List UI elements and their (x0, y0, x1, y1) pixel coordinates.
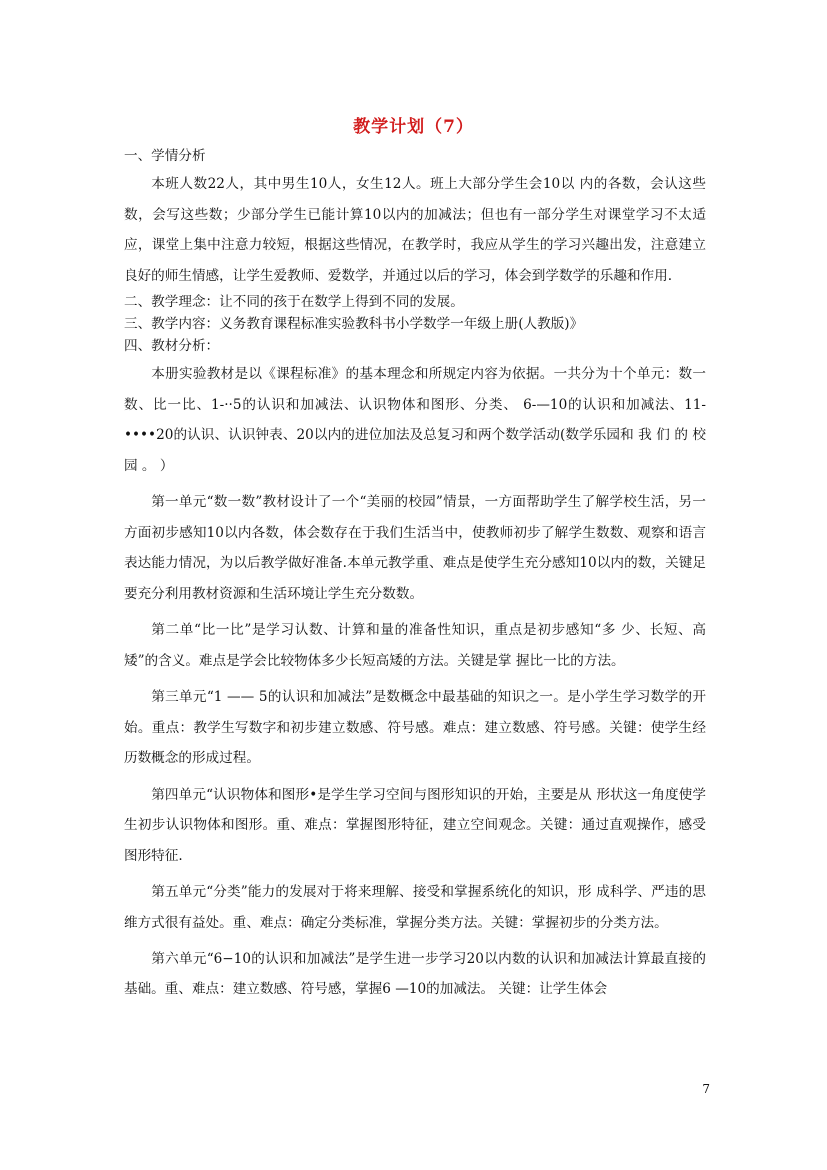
section-heading-textbook-analysis: 四、教材分析： (124, 338, 220, 354)
document-body (124, 145, 706, 1004)
paragraph-unit-1: 第一单元“数一数”教材设计了一个“美丽的校园”情景，一方面帮助学生了解学校生活，另一方面初步感知10以内各数，体会数存在于我们生活当中，使教师初步了解学生数数、观察和语言表达能力情况，为以后教学做好准备.本单元教学重、难点是使学生充分感知10以内的数，关键足要充分利用教材资源和生活环境让学生充分数数。 (124, 494, 706, 602)
document-title: 教学计划（7） (353, 117, 474, 137)
section-heading-teaching-content: 三、教学内容：义务教育课程标准实验教科书小学数学一年级上册(人教版)》 (124, 316, 584, 332)
section-heading-teaching-philosophy: 二、教学理念：让不同的孩于在数学上得到不同的发展。 (124, 294, 464, 310)
paragraph-learning-analysis: 本班人数22人，其中男生10人，女生12人。班上大部分学生会10以 内的各数，会认这些数，会写这些数；少部分学生已能计算10以内的加减法；但也有一部分学生对课堂学习不太适应，课堂上集中注意力较短，根据这些情况，在教学时，我应从学生的学习兴趣出发，注意建立良好的师生情感，让学生爱教师、爱数学，并通过以后的学习，体会到学数学的乐趣和作用. (124, 176, 706, 284)
page-number: 7 (702, 1082, 710, 1096)
paragraph-textbook-overview: 本册实验教材是以《课程标准》的基本理念和所规定内容为依据。一共分为十个单元：数一数、比一比、1-··5的认识和加减法、认识物体和图形、分类、 6-—10的认识和加减法、11-••••20的认识、认识钟表、20以内的进位加法及总复习和两个数学活动(数学乐园和 我 们 的 校 园 。 ） (124, 366, 706, 474)
paragraph-unit-3: 第三单元“1 —— 5的认识和加减法”是数概念中最基础的知识之一。是小学生学习数学的开始。重点：教学生写数字和初步建立数感、符号感。难点：建立数感、符号感。关键：使学生经历数概念的形成过程。 (124, 689, 706, 766)
paragraph-unit-5: 第五单元“分类”能力的发展对于将来理解、接受和掌握系统化的知识，形 成科学、严违的思维方式很有益处。重、难点：确定分类标准，掌握分类方法。关键：掌握初步的分类方法。 (124, 884, 706, 931)
section-heading-learning-analysis: 一、学情分析 (124, 148, 206, 164)
paragraph-unit-4: 第四单元“认识物体和图形•是学生学习空间与图形知识的开始，主要是从 形状这一角度使学生初步认识物体和图形。重、难点：掌握图形特征，建立空间观念。关键：通过直观操作，感受图形特征. (124, 786, 706, 864)
paragraph-unit-2: 第二单“比一比”是学习认数、计算和量的准备性知识，重点是初步感知“多 少、长短、高矮”的含义。难点是学会比较物体多少长短高矮的方法。关键是掌 握比一比的方法。 (124, 622, 706, 669)
paragraph-unit-6: 第六单元“6−10的认识和加减法”是学生进一步学习20以内数的认识和加减法计算最直接的基础。重、难点：建立数感、符号感，掌握6 —10的加减法。 关键：让学生体会 (124, 951, 706, 997)
